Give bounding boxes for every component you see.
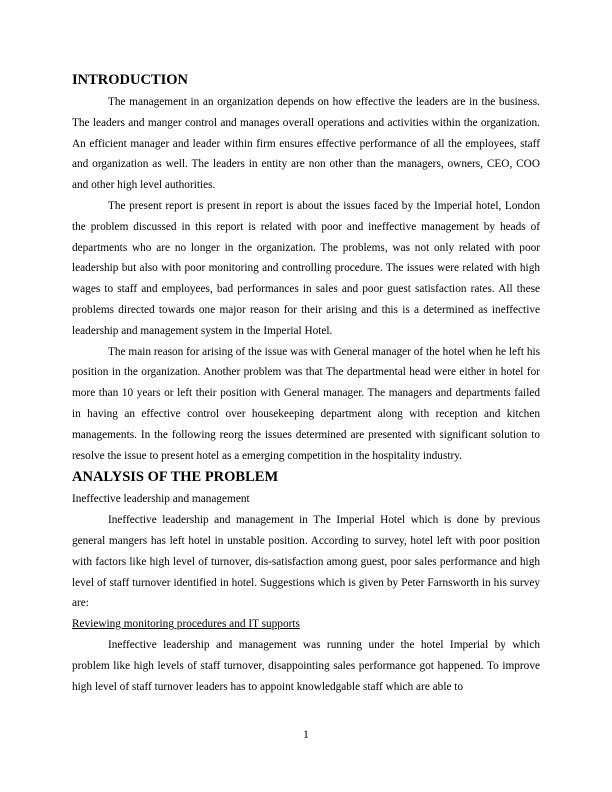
analysis-subheading: Ineffective leadership and management [72, 493, 250, 506]
intro-paragraph-1: The management in an organization depends on how effective the leaders are in the business. The leaders and manger control and manages overall operations and activities within the organization. An efficient manager and leader within firm ensures effective performance of all the employees, staff and organization as well. The leaders in entity are non other than the managers, owners, CEO, COO and other high level authorities. [72, 96, 540, 192]
analysis-heading: ANALYSIS OF THE PROBLEM [72, 469, 279, 486]
page-number: 1 [303, 729, 309, 741]
review-paragraph: Ineffective leadership and management was running under the hotel Imperial by which problem like high levels of staff turnover, disappointing sales performance got happened. To improve high level of staff turnover leaders has to appoint knowledgable staff which are able to [72, 638, 540, 693]
introduction-heading: INTRODUCTION [72, 72, 189, 88]
review-subheading: Reviewing monitoring procedures and IT supports [72, 618, 300, 631]
analysis-paragraph: Ineffective leadership and management in The Imperial Hotel which is done by previous general mangers has left hotel in unstable position. According to survey, hotel left with poor position with factors like high level of turnover, dis-satisfaction among guest, poor sales performance and high level of staff turnover identified in hotel. Suggestions which is given by Peter Farnsworth in his survey are: [72, 514, 540, 610]
document-page [72, 70, 540, 697]
intro-paragraph-3: The main reason for arising of the issue was with General manager of the hotel when he left his position in the organization. Another problem was that The departmental head were either in hotel for more than 10 years or left their position with General manager. The managers and departments failed in having an effective control over housekeeping department along with reception and kitchen managements. In the following reorg the issues determined are presented with significant solution to resolve the issue to present hotel as a emerging competition in the hospitality industry. [72, 345, 540, 462]
intro-paragraph-2: The present report is present in report is about the issues faced by the Imperial hotel, London the problem discussed in this report is related with poor and ineffective management by heads of departments who are no longer in the organization. The problems, was not only related with poor leadership but also with poor monitoring and controlling procedure. The issues were related with high wages to staff and employees, bad performances in sales and poor guest satisfaction rates. All these problems directed towards one major reason for their arising and this is a determined as ineffective leadership and management system in the Imperial Hotel. [72, 199, 540, 337]
